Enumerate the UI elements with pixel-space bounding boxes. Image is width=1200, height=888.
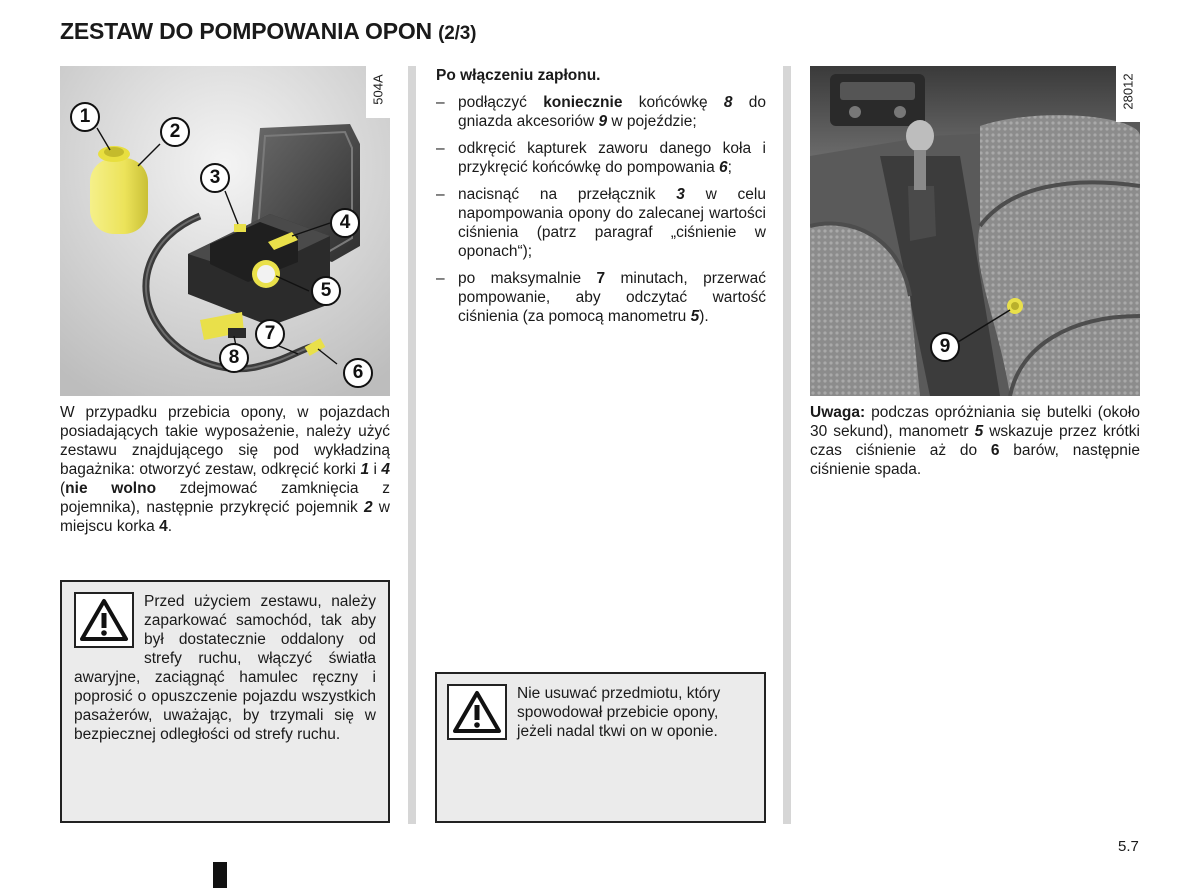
- left-text-5: w miejscu korka: [60, 499, 390, 535]
- warning-text-left: Przed użyciem zestawu, należy zaparkować samochód, tak aby był dostatecznie oddalony od strefy ruchu, włączyć światła awaryjne, zaciągnąć hamulec ręczny i poprosić o opuszczenie pojazdu wszystkich pasażerów, uważając, by trzymali się w bezpiecznej odległości od strefy ruchu.: [74, 593, 376, 743]
- warning-triangle-icon: [74, 592, 134, 648]
- page-title-text: ZESTAW DO POMPOWANIA OPON: [60, 18, 432, 44]
- list-dash: –: [436, 186, 445, 203]
- warning-text-middle: Nie usuwać przedmiotu, który spowodował przebicie opony, jeżeli nadal tkwi on w oponie.: [517, 685, 721, 740]
- page-title-suffix: (2/3): [438, 23, 477, 44]
- list-item: [436, 139, 766, 177]
- ref-4: 4: [381, 461, 390, 478]
- callout-1: 1: [70, 102, 100, 132]
- ref-1: 1: [360, 461, 370, 478]
- list-heading: Po włączeniu zapłonu.: [436, 67, 601, 84]
- left-text-2: i: [369, 461, 382, 478]
- ref-3: 3: [676, 186, 685, 203]
- bottom-marker: [213, 862, 227, 888]
- item4-text-a: po maksymalnie: [458, 270, 597, 287]
- column-separator-right: [783, 66, 791, 824]
- callout-5: 5: [311, 276, 341, 306]
- left-text-6: .: [167, 518, 172, 535]
- list-item: [436, 93, 766, 131]
- callout-7: 7: [255, 319, 285, 349]
- ref-4b: 4: [159, 518, 168, 535]
- item2-text-a: odkręcić kapturek zaworu danego koła i przykręcić końcówkę do pompowania: [458, 140, 766, 176]
- ref-9: 9: [598, 113, 608, 130]
- figure-inflation-kit: [60, 66, 390, 396]
- warning-triangle-icon: [447, 684, 507, 740]
- item4-text-d: ).: [699, 308, 709, 325]
- callout-3: 3: [200, 163, 230, 193]
- ref-5b: 5: [974, 423, 984, 440]
- warning-box-left: [60, 580, 390, 823]
- left-paragraph: [60, 403, 390, 536]
- figure-label-28012: 28012: [1120, 73, 1136, 110]
- warning-box-middle: [435, 672, 766, 823]
- callout-6: 6: [343, 358, 373, 388]
- item4-text-c: minutach, przerwać pompowanie, aby odczytać wartość ciśnienia (za pomocą manometru: [458, 270, 766, 325]
- left-text-1: W przypadku przebicia opony, w pojazdach posiadających takie wyposażenie, należy użyć zestawu znajdującego się pod wykładziną bagażnika: otworzyć zestaw, odkręcić korki: [60, 404, 390, 478]
- list-dash: –: [436, 94, 445, 111]
- list-item: [436, 185, 766, 261]
- right-text-3: barów, następnie ciśnienie spada.: [810, 442, 1140, 478]
- item1-text-d: do gniazda akcesoriów: [458, 94, 766, 130]
- value-6: 6: [990, 442, 1000, 459]
- right-text-1: podczas opróżniania się butelki (około 30 sekund), manometr: [810, 404, 1140, 440]
- note-label: Uwaga:: [810, 404, 866, 421]
- figure-car-interior: [810, 66, 1140, 396]
- item4-bold: 7: [596, 270, 606, 287]
- page-title: [60, 18, 476, 45]
- ref-8: 8: [723, 94, 733, 111]
- list-dash: –: [436, 270, 445, 287]
- callout-9: 9: [930, 332, 960, 362]
- figure-label-504a: 504A: [370, 74, 386, 105]
- right-text-2: wskazuje przez krótki czas ciśnienie aż do: [810, 423, 1140, 459]
- instructions-list: [436, 66, 766, 334]
- left-text-3: (: [60, 480, 66, 497]
- ref-2: 2: [363, 499, 373, 516]
- item3-text-a: nacisnąć na przełącznik: [458, 186, 677, 203]
- item1-text-c: końcówkę: [622, 94, 724, 111]
- ref-6: 6: [719, 159, 728, 176]
- item2-text-b: ;: [727, 159, 732, 176]
- car-interior-photo: [810, 66, 1140, 396]
- left-text-4: zdejmować zamknięcia z pojemnika), następnie przykręcić pojemnik: [60, 480, 390, 516]
- column-separator-left: [408, 66, 416, 824]
- item1-text-e: w pojeździe;: [607, 113, 697, 130]
- callout-8: 8: [219, 343, 249, 373]
- callout-2: 2: [160, 117, 190, 147]
- item1-text-a: podłączyć: [458, 94, 544, 111]
- item3-text-b: w celu napompowania opony do zalecanej wartości ciśnienia (patrz paragraf „ciśnienie w oponach“);: [458, 186, 766, 260]
- item1-bold: koniecznie: [543, 94, 623, 111]
- callout-4: 4: [330, 208, 360, 238]
- ref-5: 5: [690, 308, 700, 325]
- left-bold: nie wolno: [65, 480, 157, 497]
- list-item: [436, 269, 766, 326]
- list-dash: –: [436, 140, 445, 157]
- page-number: 5.7: [1118, 838, 1139, 855]
- right-paragraph: [810, 403, 1140, 479]
